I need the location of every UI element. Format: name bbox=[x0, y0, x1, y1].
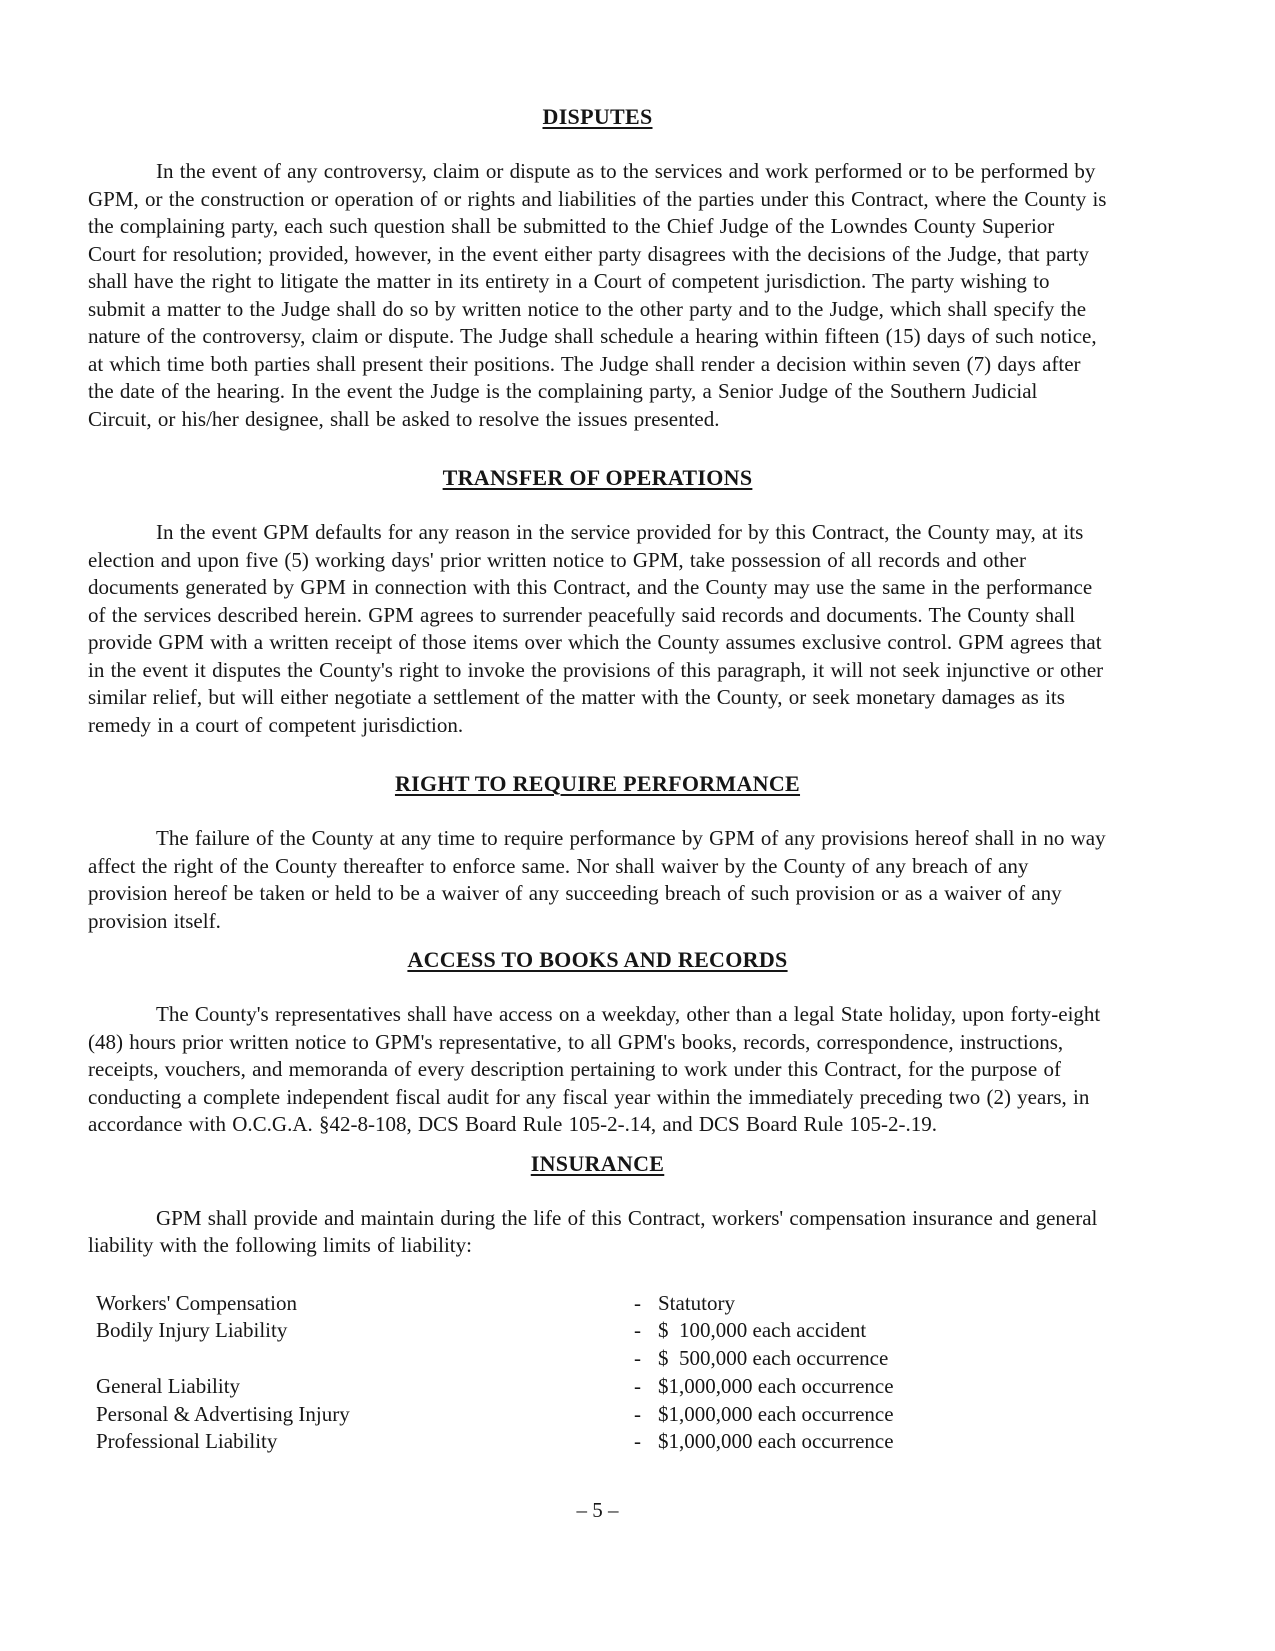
table-row bbox=[96, 1401, 1107, 1429]
paragraph-disputes: In the event of any controversy, claim or dispute as to the services and work performed or to be performed by GPM, or the construction or operation of or rights and liabilities of the parties under this Contract, where the County is the complaining party, each such question shall be submitted to the Chief Judge of the Lowndes County Superior Court for resolution; provided, however, in the event either party disagrees with the decisions of the Judge, that party shall have the right to litigate the matter in its entirety in a Court of competent jurisdiction. The party wishing to submit a matter to the Judge shall do so by written notice to the other party and to the Judge, which shall specify the nature of the controversy, claim or dispute. The Judge shall schedule a hearing within fifteen (15) days of such notice, at which time both parties shall present their positions. The Judge shall render a decision within seven (7) days after the date of the hearing. In the event the Judge is the complaining party, a Senior Judge of the Southern Judicial Circuit, or his/her designee, shall be asked to resolve the issues presented. bbox=[88, 159, 1107, 431]
table-row bbox=[96, 1345, 1107, 1373]
table-row bbox=[96, 1373, 1107, 1401]
dash-separator: - bbox=[634, 1290, 641, 1315]
coverage-limit: $ 100,000 each accident bbox=[658, 1318, 867, 1342]
section-disputes bbox=[88, 104, 1107, 433]
coverage-limit: $ 500,000 each occurrence bbox=[658, 1345, 889, 1370]
table-row bbox=[96, 1317, 1107, 1345]
table-row bbox=[96, 1290, 1107, 1318]
coverage-limit: $1,000,000 each occurrence bbox=[658, 1401, 894, 1426]
section-insurance bbox=[88, 1151, 1107, 1456]
coverage-limit: $1,000,000 each occurrence bbox=[658, 1429, 894, 1453]
coverage-label: Personal & Advertising Injury bbox=[96, 1401, 350, 1426]
dash-separator: - bbox=[634, 1429, 641, 1453]
paragraph-access-to-books-and-records: The County's representatives shall have access on a weekday, other than a legal State holiday, upon forty-eight (48) hours prior written notice to GPM's representative, to all GPM's books, records, correspondence, instructions, receipts, vouchers, and memoranda of every description pertaining to work under this Contract, for the purpose of conducting a complete independent fiscal audit for any fiscal year within the immediately preceding two (2) years, in accordance with O.C.G.A. §42-8-108, DCS Board Rule 105-2-.14, and DCS Board Rule 105-2-.19. bbox=[88, 1002, 1101, 1136]
page-number: – 5 – bbox=[576, 1498, 619, 1522]
section-heading-transfer-of-operations: TRANSFER OF OPERATIONS bbox=[442, 465, 753, 490]
section-heading-disputes: DISPUTES bbox=[542, 104, 653, 129]
coverage-label bbox=[96, 1345, 634, 1373]
section-heading-insurance: INSURANCE bbox=[530, 1150, 665, 1176]
coverage-label: General Liability bbox=[96, 1374, 241, 1398]
section-heading-right-to-require-performance: RIGHT TO REQUIRE PERFORMANCE bbox=[394, 771, 801, 796]
table-row bbox=[96, 1428, 1107, 1456]
section-right-to-require-performance bbox=[88, 771, 1107, 935]
dash-separator: - bbox=[634, 1401, 641, 1426]
section-transfer-of-operations bbox=[88, 465, 1107, 739]
coverage-label: Professional Liability bbox=[96, 1429, 278, 1453]
coverage-limit: $1,000,000 each occurrence bbox=[658, 1374, 894, 1398]
coverage-label: Workers' Compensation bbox=[96, 1290, 297, 1315]
section-heading-access-to-books-and-records: ACCESS TO BOOKS AND RECORDS bbox=[407, 947, 788, 972]
dash-separator: - bbox=[634, 1374, 641, 1398]
dash-separator: - bbox=[634, 1345, 641, 1370]
section-access-to-books-and-records bbox=[88, 947, 1107, 1139]
insurance-limits-table bbox=[88, 1290, 1107, 1456]
paragraph-insurance: GPM shall provide and maintain during the life of this Contract, workers' compensation insurance and general liability with the following limits of liability: bbox=[88, 1205, 1098, 1257]
coverage-limit: Statutory bbox=[658, 1290, 735, 1315]
paragraph-transfer-of-operations: In the event GPM defaults for any reason in the service provided for by this Contract, the County may, at its election and upon five (5) working days' prior written notice to GPM, take possession of all records and other documents generated by GPM in connection with this Contract, and the County may use the same in the performance of the services described herein. GPM agrees to surrender peacefully said records and documents. The County shall provide GPM with a written receipt of those items over which the County assumes exclusive control. GPM agrees that in the event it disputes the County's right to invoke the provisions of this paragraph, it will not seek injunctive or other similar relief, but will either negotiate a settlement of the matter with the County, or seek monetary damages as its remedy in a court of competent jurisdiction. bbox=[88, 520, 1104, 737]
dash-separator: - bbox=[634, 1318, 641, 1342]
paragraph-right-to-require-performance: The failure of the County at any time to require performance by GPM of any provisions hereof shall in no way affect the right of the County thereafter to enforce same. Nor shall waiver by the County of any breach of any provision hereof be taken or held to be a waiver of any succeeding breach of such provision or as a waiver of any provision itself. bbox=[88, 826, 1106, 933]
coverage-label: Bodily Injury Liability bbox=[96, 1318, 288, 1342]
